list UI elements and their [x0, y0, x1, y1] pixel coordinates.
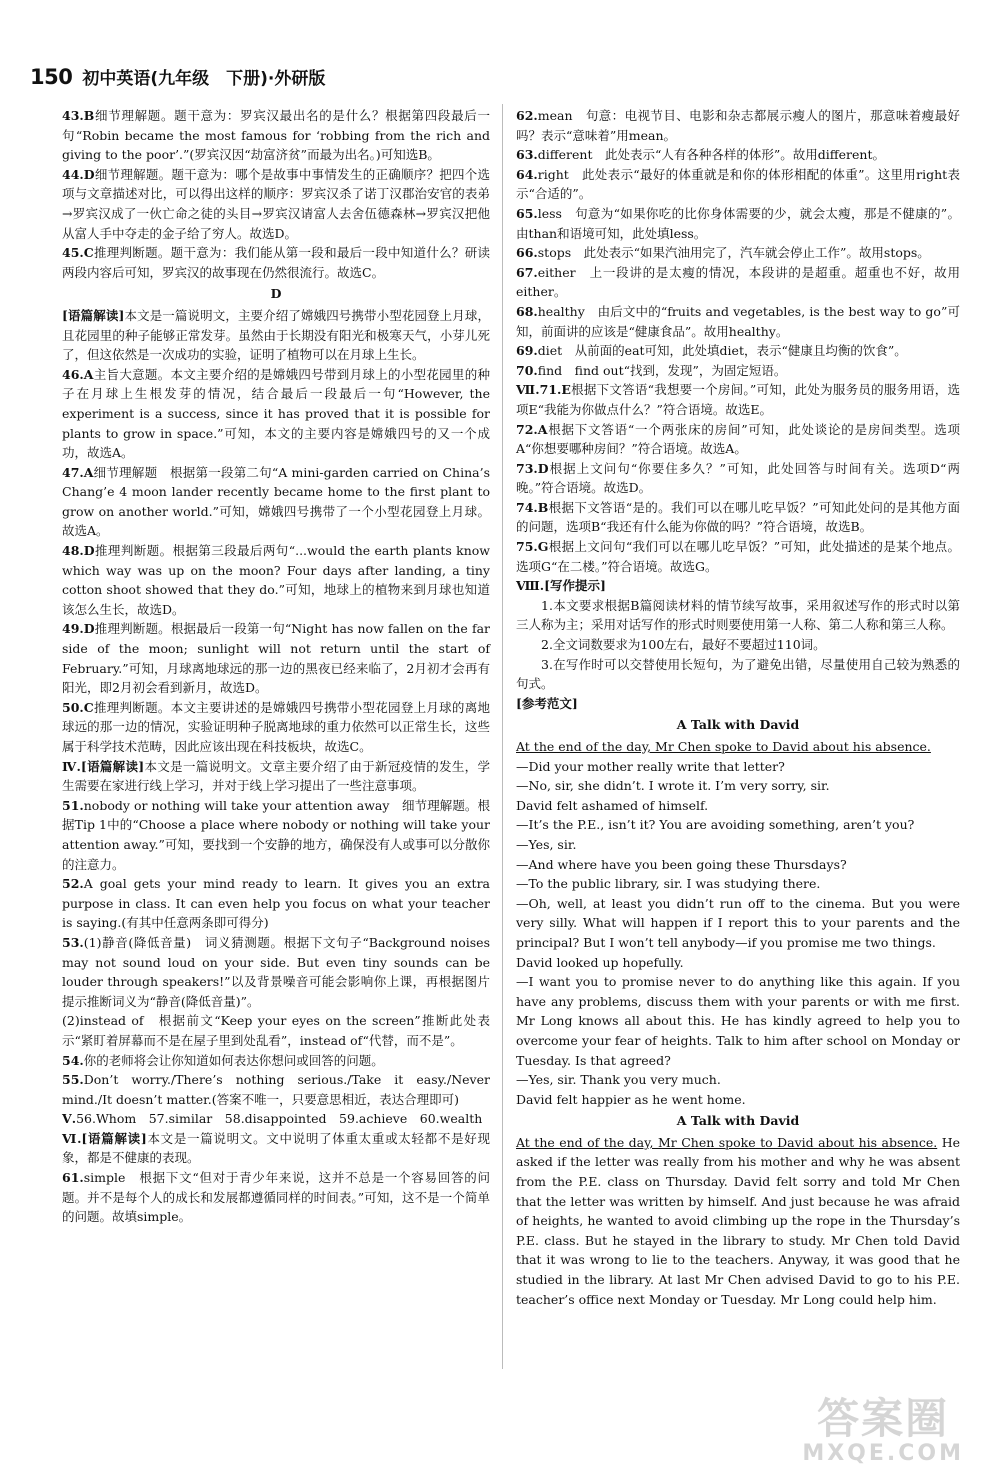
- essay-1-line: —And where have you been going these Thursdays?: [516, 856, 847, 872]
- answer-55: 55.Don’t worry./There’s nothing serious./Take it easy./Never mind./It doesn’t matter.(答案不唯一，只要意思相近，表达合理即可): [62, 1072, 490, 1107]
- answer-66: 66.stops 此处表示“如果汽油用完了，汽车就会停止工作”。故用stops。: [516, 245, 930, 261]
- answer-51: 51.nobody or nothing will take your attention away 细节理解题。根据Tip 1中的“Choose a place where nobody or nothing will take your attention away.”可知，要找到一个安静的地方，确保没有人或事可以分散你的注意力。: [62, 797, 490, 872]
- answer-48: 48.D推理判断题。根据第三段最后两句“...would the earth plants know which way was up on the moon? Four days after landing, a tiny cotton shoot showed that they do.”可知，地球上的植物来到月球也知道该怎么生长，故选D。: [62, 543, 490, 617]
- essay-1-line: David felt ashamed of himself.: [516, 797, 709, 813]
- answer-62: 62.mean 句意：电视节目、电影和杂志都展示瘦人的图片，那意味着瘦最好吗？表示“意味着”用mean。: [516, 108, 960, 143]
- answer-69: 69.diet 从前面的eat可知，此处填diet，表示“健康且均衡的饮食”。: [516, 343, 907, 359]
- essay-1-title: A Talk with David: [676, 717, 800, 733]
- essay-2-title: A Talk with David: [676, 1113, 800, 1129]
- section-d-heading: D: [270, 286, 282, 302]
- section-vi-intro: Ⅵ.[语篇解读]本文是一篇说明文。文中说明了体重太重或太轻都不是好现象，都是不健康的表现。: [62, 1130, 490, 1166]
- reference-essay-heading: [参考范文]: [516, 695, 578, 711]
- watermark-url: MXQE.COM: [802, 1440, 964, 1466]
- essay-1-line: —To the public library, sir. I was studying there.: [516, 876, 821, 892]
- writing-tip-1: 1.本文要求根据B篇阅读材料的情节续写故事，采用叙述写作的形式时以第三人称为主；采用对话写作的形式时则要使用第一人称、第二人称和第三人称。: [516, 597, 960, 633]
- essay-1-line: —It’s the P.E., isn’t it? You are avoiding something, aren’t you?: [516, 817, 915, 833]
- answer-53-2: (2)instead of 根据前文“Keep your eyes on the screen”推断此处表示“紧盯着屏幕而不是在屋子里到处乱看”，instead of“代替，而不是”。: [62, 1013, 490, 1048]
- essay-1-line: David looked up hopefully.: [516, 954, 684, 970]
- answer-46: 46.A主旨大意题。本文主要介绍的是嫦娥四号带到月球上的小型花园里的种子在月球上生根发芽的情况，结合最后一段最后一句“However, the experiment is a success, since it has proved that it is possible for plants to grow in space.”可知，本文的主要内容是嫦娥四号的又一个成功，故选A。: [62, 366, 490, 461]
- column-divider: [502, 104, 503, 1369]
- page-number: 150: [30, 65, 73, 89]
- left-column: [62, 106, 490, 1227]
- answer-63: 63.different 此处表示“人有各种各样的体形”。故用different。: [516, 147, 885, 163]
- essay-1-line: —No, sir, she didn’t. I wrote it. I’m very sorry, sir.: [516, 778, 830, 794]
- answer-50: 50.C推理判断题。本文主要讲述的是嫦娥四号携带小型花园登上月球的离地球远的那一边的情况，实验证明种子脱离地球的重力依然可以正常生长，这些属于科学技术范畴，因此应该出现在科技板块，故选C。: [62, 699, 490, 754]
- answer-75: 75.G根据上文问句“我们可以在哪儿吃早饭？”可知，此处描述的是某个地点。选项G“在二楼。”符合语境。故选G。: [516, 539, 960, 574]
- answer-52: 52.A goal gets your mind ready to learn. It gives you an extra purpose in class. It can even help you focus on what your teacher is saying.(有其中任意两条即可得分): [62, 876, 490, 931]
- writing-tip-3: 3.在写作时可以交替使用长短句，为了避免出错，尽量使用自己较为熟悉的句式。: [516, 656, 960, 692]
- answer-70: 70.find find out“找到，发现”，为固定短语。: [516, 362, 787, 378]
- section-v-answers: Ⅴ.56.Whom 57.similar 58.disappointed 59.achieve 60.wealth: [62, 1111, 483, 1127]
- answer-65: 65.less 句意为“如果你吃的比你身体需要的少，就会太瘦，那是不健康的”。由than和语境可知，此处填less。: [516, 205, 960, 241]
- answer-53-1: 53.(1)静音(降低音量) 词义猜测题。根据下文句子“Background noises may not sound loud on your side. But even tiny sounds can be louder through speakers!”以及背景噪音可能会影响你上课，再根据图片提示推断词义为“静音(降低音量)”。: [62, 934, 490, 1009]
- answer-72: 72.A根据下文答语“一个两张床的房间”可知，此处谈论的是房间类型。选项A“你想要哪种房间？”符合语境。故选A。: [516, 421, 960, 457]
- answer-45: 45.C推理判断题。题干意为：我们能从第一段和最后一段中知道什么？研读两段内容后可知，罗宾汉的故事现在仍然很流行。故选C。: [62, 245, 490, 280]
- passage-d-intro: [语篇解读]本文是一篇说明文，主要介绍了嫦娥四号携带小型花园登上月球，且花园里的种子能够正常发芽。虽然由于长期没有阳光和极寒天气，小芽儿死了，但这依然是一次成功的实验，证明了植物可以在月球上生长。: [62, 307, 490, 363]
- watermark-logo: 答案圈: [817, 1393, 950, 1443]
- essay-1-line: David felt happier as he went home.: [516, 1091, 746, 1107]
- essay-1-line: —Did your mother really write that letter?: [516, 758, 785, 774]
- answer-68: 68.healthy 由后文中的“fruits and vegetables, is the best way to go”可知，前面讲的应该是“健康食品”。故用healthy。: [516, 303, 960, 339]
- page-header: [30, 64, 325, 89]
- answer-43: 43.B细节理解题。题干意为：罗宾汉最出名的是什么？根据第四段最后一句“Robin became the most famous for ‘robbing from the rich and giving to the poor’.”(罗宾汉因“劫富济贫”而最为出名。)可知选B。: [62, 108, 490, 163]
- answer-71: Ⅶ.71.E根据下文答语“我想要一个房间。”可知，此处为服务员的服务用语，选项E“我能为你做点什么？”符合语境。故选E。: [516, 382, 960, 417]
- writing-tips-heading: Ⅷ.[写作提示]: [516, 578, 606, 594]
- answer-47: 47.A细节理解题 根据第一段第二句“A mini-garden carried on China’s Chang’e 4 moon lander recently became home to the first plant to grow on another world.”可知，嫦娥四号携带了一个小型花园登上月球。故选A。: [62, 464, 490, 539]
- answer-54: 54.你的老师将会让你知道如何表达你想问或回答的问题。: [62, 1052, 384, 1068]
- book-title: 初中英语(九年级 下册)·外研版: [82, 69, 326, 89]
- essay-2-body: At the end of the day, Mr Chen spoke to David about his absence. He asked if the letter was really from his mother and why he was absent from the P.E. class on Thursday. David felt sorry and told Mr Chen that the letter was written by himself. And just because he was afraid of heights, he wanted to avoid climbing up the rope in the Thursday’s P.E. class. But he stayed in the library to study. Mr Chen told David that it was wrong to lie to the teachers. Anyway, it was good that he studied in the library. At last Mr Chen advised David to go to his P.E. teacher’s office next Monday or Tuesday. Mr Long could help him.: [516, 1134, 960, 1307]
- essay-1-opening: At the end of the day, Mr Chen spoke to David about his absence.: [516, 739, 931, 754]
- essay-1-line: —Oh, well, at least you didn’t run off to the cinema. But you were very silly. What will happen if I report this to your parents and the principal? But I won’t tell anybody—if you promise me two things.: [516, 895, 960, 950]
- answer-67: 67.either 上一段讲的是太瘦的情况，本段讲的是超重。超重也不好，故用either。: [516, 264, 960, 300]
- section-iv-intro: Ⅳ.[语篇解读]本文是一篇说明文。文章主要介绍了由于新冠疫情的发生，学生需要在家进行线上学习，并对于线上学习提出了一些注意事项。: [62, 758, 490, 794]
- answer-49: 49.D推理判断题。根据最后一段第一句“Night has now fallen on the far side of the moon; sunlight will not return until the start of February.”可知，月球离地球远的那一边的黑夜已经来临了，2月初才会再有阳光，即2月初会看到新月，故选D。: [62, 621, 490, 696]
- essay-1-line: —Yes, sir. Thank you very much.: [516, 1072, 721, 1088]
- answer-61: 61.simple 根据下文“但对于青少年来说，这并不总是一个容易回答的问题。并不是每个人的成长和发展都遵循同样的时间表。”可知，这不是一个简单的问题。故填simple。: [62, 1170, 490, 1225]
- answer-64: 64.right 此处表示“最好的体重就是和你的体形相配的体重”。这里用right表示“合适的”。: [516, 166, 960, 202]
- essay-1-line: —Yes, sir.: [516, 836, 577, 852]
- right-column: [516, 106, 960, 1309]
- answer-44: 44.D细节理解题。题干意为：哪个是故事中事情发生的正确顺序？把四个选项与文章描述对比，可以得出这样的顺序：罗宾汉杀了诺丁汉郡治安官的表弟→罗宾汉成了一伙亡命之徒的头目→罗宾汉请富人去舍伍德森林→罗宾汉把他从富人手中夺走的金子给了穷人。故选D。: [62, 166, 490, 241]
- site-watermark: [802, 1393, 964, 1466]
- writing-tip-2: 2.全文词数要求为100左右，最好不要超过110词。: [541, 637, 826, 653]
- answer-74: 74.B根据下文答语“是的。我们可以在哪儿吃早饭？”可知此处问的是其他方面的问题，选项B“我还有什么能为你做的吗？”符合语境，故选B。: [516, 499, 960, 535]
- answer-73: 73.D根据上文问句“你要住多久？”可知，此处回答与时间有关。选项D“两晚。”符合语境。故选D。: [516, 460, 960, 496]
- essay-1-line: —I want you to promise never to do anything like this again. If you have any problems, discuss them with your parents or with me first. Mr Long knows all about this. He has kindly agreed to help you to overcome your fear of heights. Talk to him after school on Monday or Tuesday. Is that agreed?: [516, 974, 960, 1068]
